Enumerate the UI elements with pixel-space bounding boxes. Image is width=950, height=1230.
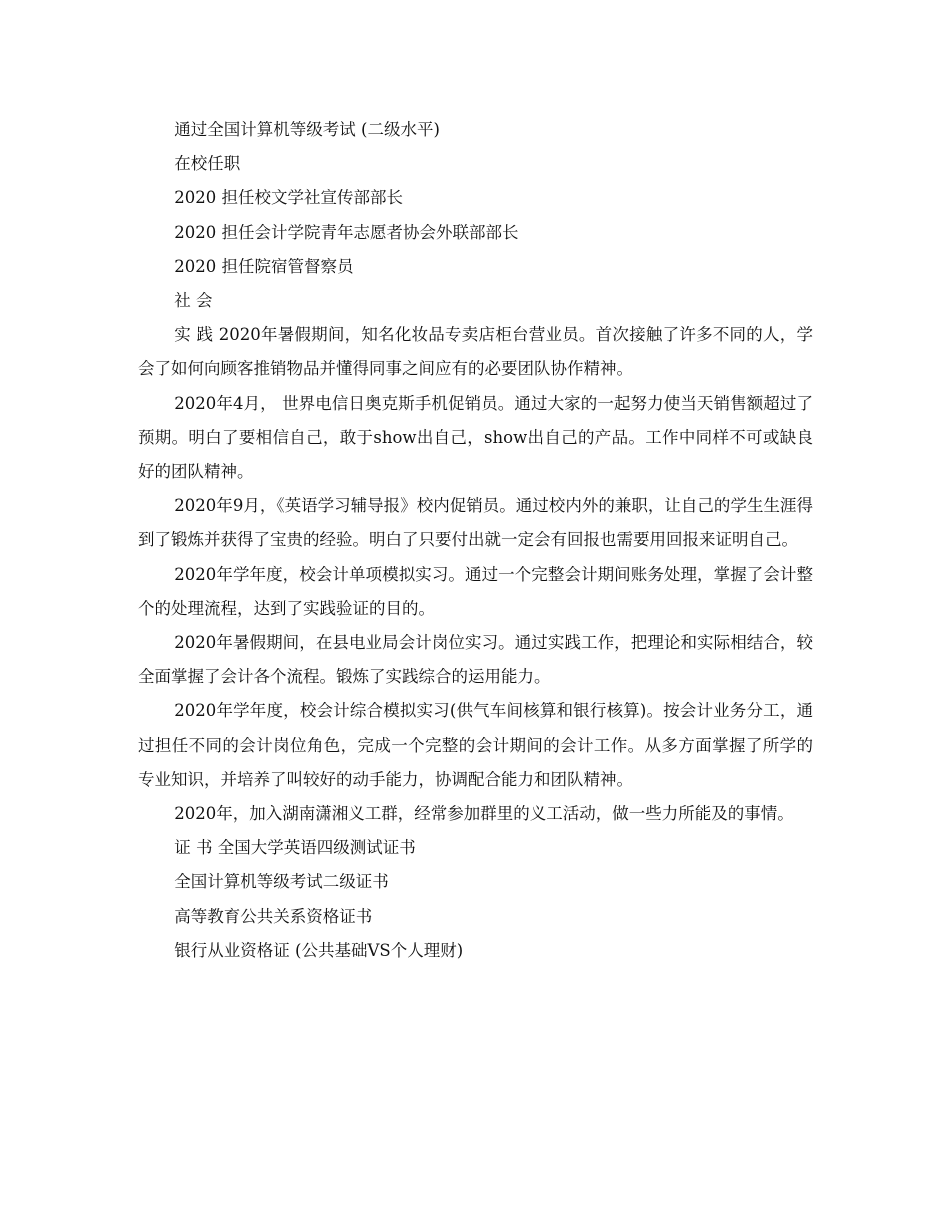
paragraph-position-volunteer-association: 2020 担任会计学院青年志愿者协会外联部部长 — [174, 222, 519, 242]
paragraph-position-dorm-inspector: 2020 担任院宿管督察员 — [174, 256, 354, 276]
paragraph-practice-telecom-day: 2020年4月， 世界电信日奥克斯手机促销员。通过大家的一起努力使当天销售额超过了预期。明白了要相信自己，敢于show出自己，show出自己的产品。工作中同样不可或缺良好的团队精神。 — [138, 393, 813, 482]
paragraph-campus-positions-heading: 在校任职 — [174, 154, 241, 174]
paragraph-exam-level: 通过全国计算机等级考试 (二级水平) — [174, 120, 440, 139]
paragraph-practice-english-newspaper: 2020年9月，《英语学习辅导报》校内促销员。通过校内外的兼职，让自己的学生生涯得到了锻炼并获得了宝贵的经验。明白了只要付出就一定会有回报也需要用回报来证明自己。 — [138, 496, 813, 550]
paragraph-practice-volunteer-group: 2020年，加入湖南潇湘义工群，经常参加群里的义工活动，做一些力所能及的事情。 — [174, 804, 794, 824]
paragraph-position-literature-club: 2020 担任校文学社宣传部部长 — [174, 188, 404, 208]
paragraph-certificate-cet4: 证 书 全国大学英语四级测试证书 — [174, 838, 416, 858]
paragraph-practice-cosmetics: 实 践 2020年暑假期间，知名化妆品专卖店柜台营业员。首次接触了许多不同的人，学会了如何向顾客推销物品并懂得同事之间应有的必要团队协作精神。 — [138, 325, 813, 379]
paragraph-certificate-banking: 银行从业资格证 (公共基础VS个人理财) — [174, 940, 464, 960]
paragraph-practice-power-bureau: 2020年暑假期间，在县电业局会计岗位实习。通过实践工作，把理论和实际相结合，较全面掌握了会计各个流程。锻炼了实践综合的运用能力。 — [138, 633, 813, 687]
paragraph-certificate-computer: 全国计算机等级考试二级证书 — [174, 872, 389, 892]
paragraph-social-heading: 社 会 — [174, 291, 213, 311]
paragraph-practice-single-simulation: 2020年学年度，校会计单项模拟实习。通过一个完整会计期间账务处理，掌握了会计整个的处理流程，达到了实践验证的目的。 — [138, 564, 813, 618]
document-body — [138, 113, 813, 968]
paragraph-certificate-public-relations: 高等教育公共关系资格证书 — [174, 906, 373, 926]
paragraph-practice-comprehensive-simulation: 2020年学年度，校会计综合模拟实习(供气车间核算和银行核算)。按会计业务分工，通过担任不同的会计岗位角色，完成一个完整的会计期间的会计工作。从多方面掌握了所学的专业知识，并培养了叫较好的动手能力，协调配合能力和团队精神。 — [138, 701, 813, 789]
